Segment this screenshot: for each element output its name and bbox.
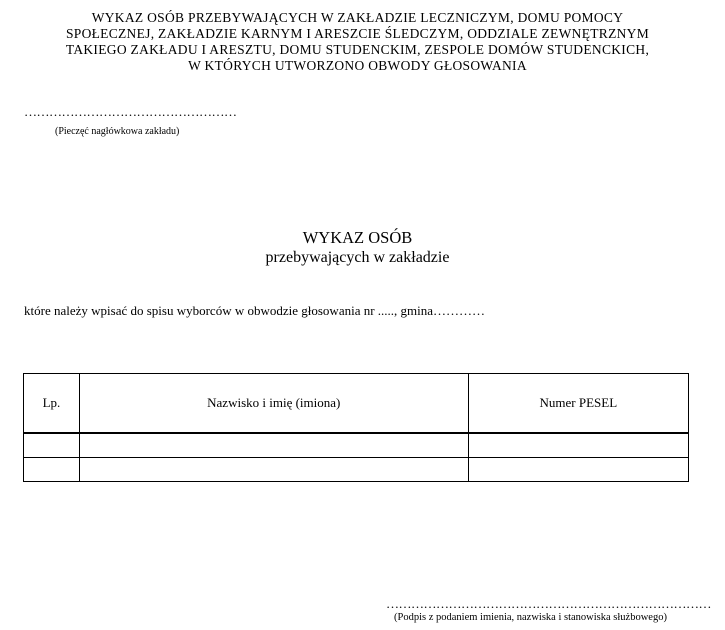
header-line-3: TAKIEGO ZAKŁADU I ARESZTU, DOMU STUDENCKIM, ZESPOLE DOMÓW STUDENCKICH, — [65, 42, 650, 57]
column-header-lp: Lp. — [24, 374, 80, 434]
form-header-title — [40, 10, 675, 74]
column-header-pesel: Numer PESEL — [468, 374, 688, 434]
column-header-name: Nazwisko i imię (imiona) — [79, 374, 468, 434]
header-line-1: WYKAZ OSÓB PRZEBYWAJĄCYCH W ZAKŁADZIE LECZNICZYM, DOMU POMOCY — [91, 10, 624, 25]
cell-pesel[interactable] — [468, 433, 688, 458]
table-row — [24, 433, 689, 458]
persons-table — [23, 373, 689, 482]
cell-lp[interactable] — [24, 433, 80, 458]
stamp-caption: (Pieczęć nagłówkowa zakładu) — [55, 126, 180, 137]
stamp-field-line: …………………………………………… — [24, 104, 237, 119]
table-header-row — [24, 374, 689, 434]
header-line-4: W KTÓRYCH UTWORZONO OBWODY GŁOSOWANIA — [188, 58, 527, 73]
cell-name[interactable] — [79, 433, 468, 458]
document-title: WYKAZ OSÓB — [302, 228, 413, 247]
instruction-text: które należy wpisać do spisu wyborców w obwodzie głosowania nr ....., gmina………… — [24, 303, 486, 318]
cell-pesel[interactable] — [468, 458, 688, 482]
header-line-2: SPOŁECZNEJ, ZAKŁADZIE KARNYM I ARESZCIE ŚLEDCZYM, ODDZIALE ZEWNĘTRZNYM — [65, 26, 650, 41]
signature-field-line: …………………………………………………………………… — [386, 596, 711, 611]
cell-name[interactable] — [79, 458, 468, 482]
table-row — [24, 458, 689, 482]
signature-caption: (Podpis z podaniem imienia, nazwiska i stanowiska służbowego) — [394, 612, 667, 623]
document-subtitle: przebywających w zakładzie — [265, 249, 450, 266]
cell-lp[interactable] — [24, 458, 80, 482]
